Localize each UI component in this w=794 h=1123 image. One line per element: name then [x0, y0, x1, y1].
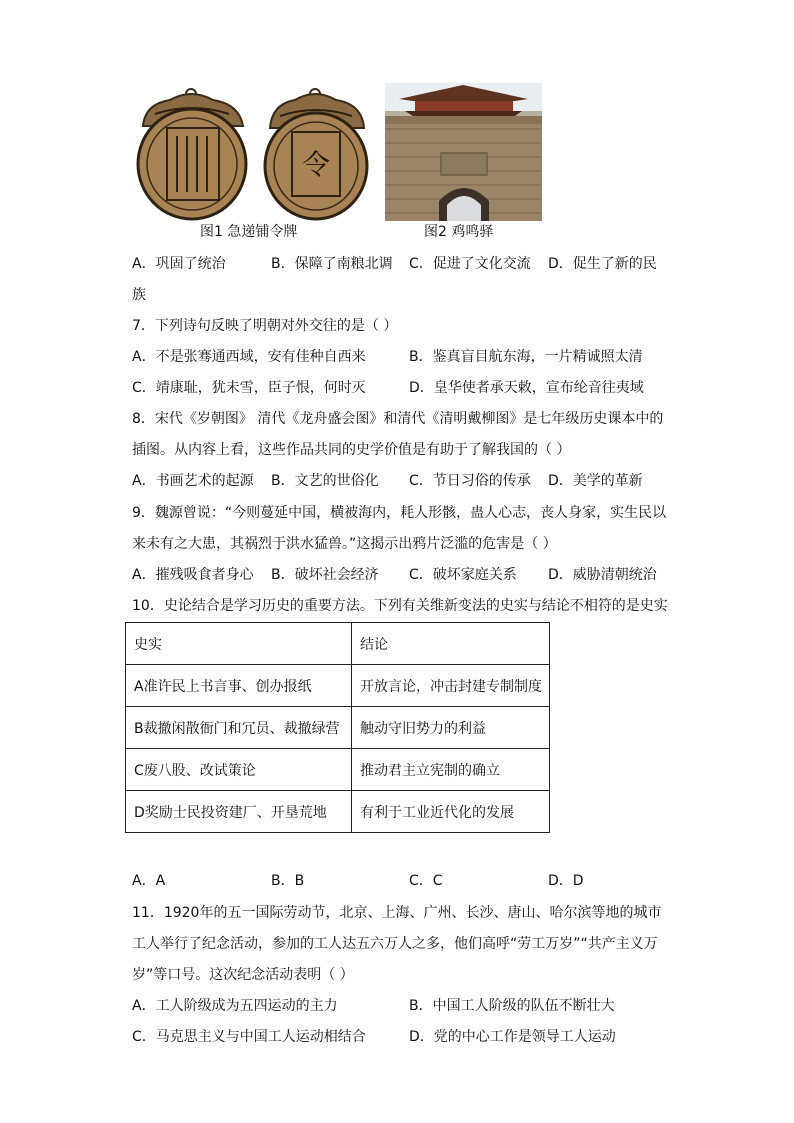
q10-stem: 10．史论结合是学习历史的重要方法。下列有关维新变法的史实与结论不相符的是史实 [132, 598, 668, 614]
figure2-gate-photo [385, 83, 542, 221]
q7-option-c: C．靖康耻，犹未雪，臣子恨，何时灭 [132, 380, 366, 396]
q11-option-c: C．马克思主义与中国工人运动相结合 [132, 1029, 366, 1045]
q7-option-b: B．鉴真盲目航东海，一片精诚照太清 [409, 349, 643, 365]
q8-stem-line2: 插图。从内容上看，这些作品共同的史学价值是有助于了解我国的（ ） [132, 442, 571, 458]
q11-stem-line1: 11．1920年的五一国际劳动节，北京、上海、广州、长沙、唐山、哈尔滨等地的城市 [132, 905, 662, 921]
figure1-token-left [135, 86, 250, 221]
token-character: 令 [301, 148, 331, 181]
table-cell: 推动君主立宪制的确立 [352, 749, 550, 791]
q8-option-b: B．文艺的世俗化 [271, 473, 379, 489]
table-header-cell: 史实 [126, 623, 352, 665]
table-cell: A准许民上书言事、创办报纸 [126, 665, 352, 707]
q11-stem-line2: 工人举行了纪念活动，参加的工人达五六万人之多，他们高呼“劳工万岁”“共产主义万 [132, 936, 658, 952]
q8-option-d: D．美学的革新 [548, 473, 643, 489]
table-row [126, 791, 550, 833]
q10-option-d: D．D [548, 873, 584, 889]
q6-option-d: D．促生了新的民 [548, 256, 657, 272]
q11-option-a: A．工人阶级成为五四运动的主力 [132, 998, 338, 1014]
q6-option-c: C．促进了文化交流 [409, 256, 531, 272]
table-cell: 有利于工业近代化的发展 [352, 791, 550, 833]
q11-option-d: D．党的中心工作是领导工人运动 [409, 1029, 616, 1045]
q9-stem-line1: 9．魏源曾说：“今则蔓延中国，横被海内，耗人形骸，蛊人心志，丧人身家，实生民以 [132, 505, 667, 521]
q11-option-b: B．中国工人阶级的队伍不断壮大 [409, 998, 615, 1014]
q8-option-c: C．节日习俗的传承 [409, 473, 531, 489]
q10-option-a: A．A [132, 873, 166, 889]
figure1-token-right [262, 86, 372, 221]
table-header-cell: 结论 [352, 623, 550, 665]
q6-option-a: A．巩固了统治 [132, 256, 226, 272]
q9-option-b: B．破坏社会经济 [271, 567, 379, 583]
table-cell: D奖励士民投资建厂、开垦荒地 [126, 791, 352, 833]
figure2-caption: 图2 鸡鸣驿 [424, 224, 494, 240]
q9-option-c: C．破坏家庭关系 [409, 567, 517, 583]
q7-option-a: A．不是张骞通西域，安有佳种自西来 [132, 349, 366, 365]
table-cell: 开放言论，冲击封建专制制度 [352, 665, 550, 707]
q10-option-b: B．B [271, 873, 305, 889]
q11-stem-line3: 岁”等口号。这次纪念活动表明（ ） [132, 967, 354, 983]
q9-option-d: D．威胁清朝统治 [548, 567, 657, 583]
q10-table [125, 622, 550, 833]
table-row [126, 665, 550, 707]
table-cell: 触动守旧势力的利益 [352, 707, 550, 749]
q6-option-b: B．保障了南粮北调 [271, 256, 393, 272]
figure1-caption: 图1 急递铺令牌 [200, 224, 298, 240]
q7-option-d: D．皇华使者承天敕，宣布纶音往夷域 [409, 380, 644, 396]
q7-stem: 7．下列诗句反映了明朝对外交往的是（ ） [132, 318, 398, 334]
q10-option-c: C．C [409, 873, 443, 889]
table-cell: B裁撤闲散衙门和冗员、裁撤绿营 [126, 707, 352, 749]
table-header-row [126, 623, 550, 665]
q8-option-a: A．书画艺术的起源 [132, 473, 254, 489]
table-row [126, 707, 550, 749]
q8-stem-line1: 8．宋代《岁朝图》 清代《龙舟盛会图》和清代《清明戴柳图》是七年级历史课本中的 [132, 411, 664, 427]
q9-option-a: A．摧残吸食者身心 [132, 567, 254, 583]
table-cell: C废八股、改试策论 [126, 749, 352, 791]
q6-option-d-wrap: 族 [132, 287, 146, 303]
q9-stem-line2: 来未有之大患，其祸烈于洪水猛兽。”这揭示出鸦片泛滥的危害是（ ） [132, 536, 557, 552]
table-row [126, 749, 550, 791]
